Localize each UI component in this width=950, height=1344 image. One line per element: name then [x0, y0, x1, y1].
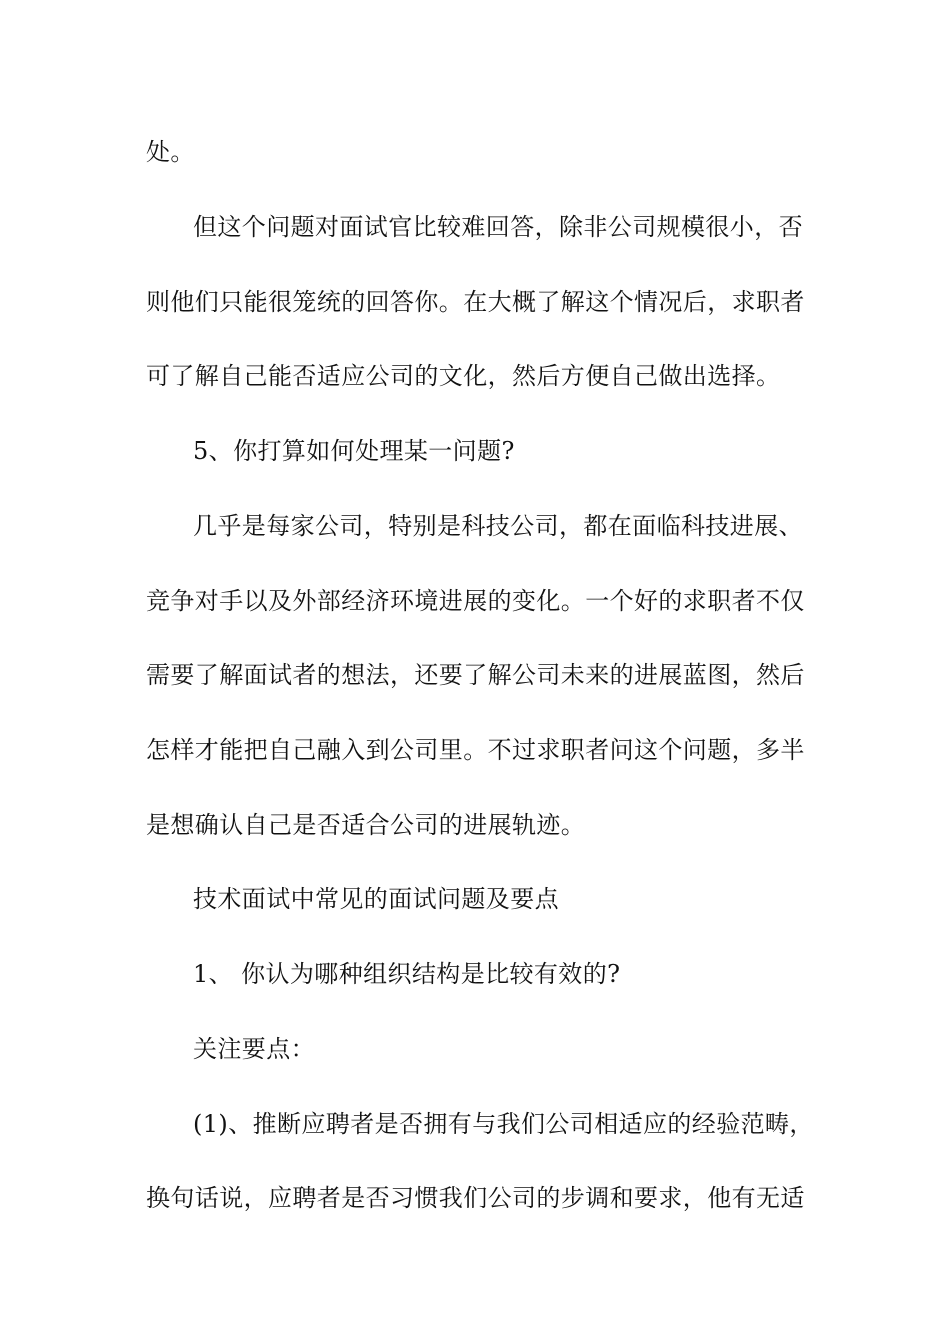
text-line: 换句话说，应聘者是否习惯我们公司的步调和要求，他有无适 [146, 1184, 805, 1212]
text-line: 则他们只能很笼统的回答你。在大概了解这个情况后，求职者 [146, 288, 805, 316]
paragraph-text: (1)、推断应聘者是否拥有与我们公司相适应的经验范畴， [193, 1110, 814, 1138]
text-line: 需要了解面试者的想法，还要了解公司未来的进展蓝图，然后 [146, 661, 805, 689]
text-line: 怎样才能把自己融入到公司里。不过求职者问这个问题，多半 [146, 736, 805, 764]
question-heading: 5、你打算如何处理某一问题? [193, 437, 515, 465]
section-heading: 技术面试中常见的面试问题及要点 [193, 885, 559, 913]
question-heading: 1、 你认为哪种组织结构是比较有效的? [193, 960, 621, 988]
paragraph-text: 几乎是每家公司，特别是科技公司，都在面临科技进展、 [193, 512, 803, 540]
focus-points-label: 关注要点： [193, 1035, 315, 1063]
text-line: 处。 [146, 138, 195, 166]
text-line: 可了解自己能否适应公司的文化，然后方便自己做出选择。 [146, 362, 781, 390]
paragraph-text: 但这个问题对面试官比较难回答，除非公司规模很小，否 [193, 213, 803, 241]
text-line: 是想确认自己是否适合公司的进展轨迹。 [146, 811, 586, 839]
text-line: 竞争对手以及外部经济环境进展的变化。一个好的求职者不仅 [146, 587, 805, 615]
